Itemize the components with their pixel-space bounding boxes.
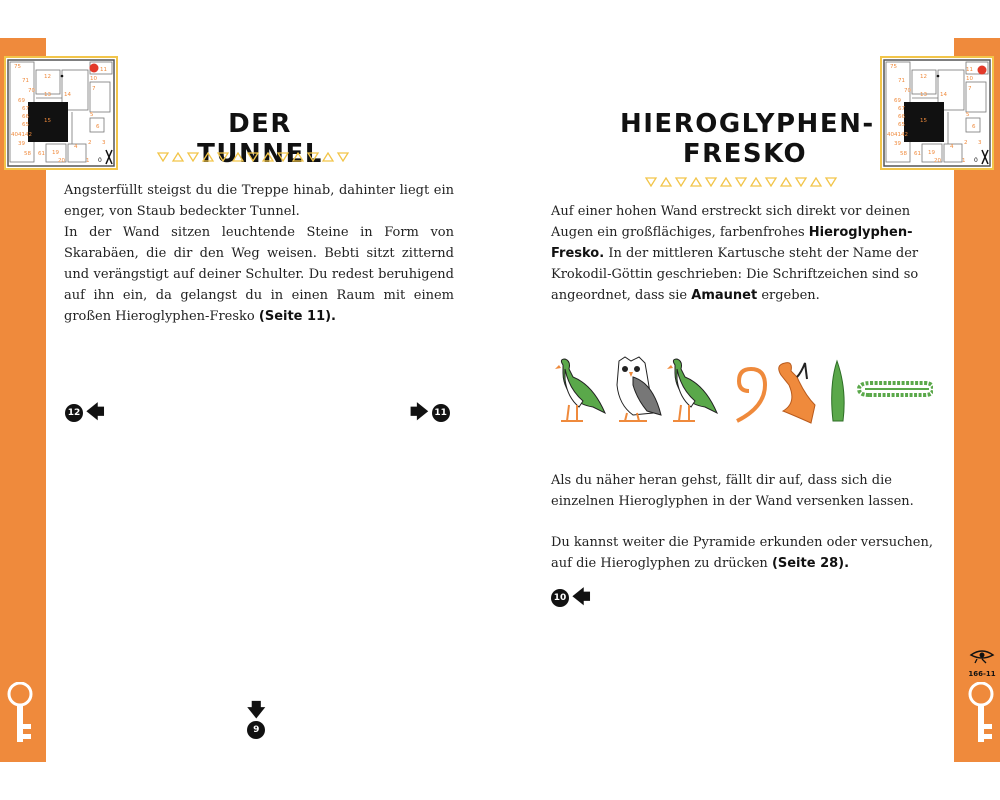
pyramid-map-left — [4, 56, 118, 170]
paragraph: Du kannst weiter die Pyramide erkunden oder versuchen, auf die Hieroglyphen zu drücken (Seite 28). — [551, 535, 933, 571]
highlight-term: Amaunet — [691, 288, 758, 303]
arrow-left-icon: 🡄 — [86, 402, 105, 423]
svg-text:70: 70 — [904, 88, 911, 94]
svg-text:20: 20 — [58, 158, 65, 164]
svg-text:66: 66 — [22, 114, 29, 120]
svg-text:14: 14 — [64, 92, 71, 98]
page-title-left: DER TUNNEL — [197, 109, 323, 169]
page-reference: (Seite 28). — [771, 556, 850, 571]
story-text-right — [551, 201, 943, 306]
svg-text:39: 39 — [18, 141, 25, 147]
svg-text:19: 19 — [928, 150, 935, 156]
svg-text:4: 4 — [74, 144, 78, 150]
svg-text:71: 71 — [898, 78, 905, 84]
paragraph: Angsterfüllt steigst du die Treppe hinab, dahinter liegt ein enger, von Staub bedeckter Tunnel. — [64, 183, 454, 219]
page-number: 11 — [974, 689, 988, 699]
svg-text:61: 61 — [914, 151, 921, 157]
eye-of-horus-code — [962, 648, 1000, 678]
svg-text:67: 67 — [898, 106, 905, 112]
svg-text:3: 3 — [102, 140, 106, 146]
eye-of-horus-icon — [969, 648, 995, 664]
svg-text:11: 11 — [100, 67, 107, 73]
svg-text:65: 65 — [22, 122, 29, 128]
map-icon — [6, 58, 116, 168]
svg-text:71: 71 — [22, 78, 29, 84]
page-number: 10 — [13, 689, 27, 699]
vulture-icon — [667, 359, 717, 421]
svg-text:3: 3 — [978, 140, 982, 146]
svg-text:67: 67 — [22, 106, 29, 112]
nav-back-10[interactable] — [551, 589, 591, 607]
svg-text:20: 20 — [934, 158, 941, 164]
svg-text:10: 10 — [966, 76, 973, 82]
nav-down-9[interactable] — [247, 702, 266, 739]
svg-text:7: 7 — [968, 86, 972, 92]
svg-text:6: 6 — [972, 124, 976, 130]
horned-viper-icon — [779, 363, 815, 423]
svg-text:69: 69 — [894, 98, 901, 104]
triangle-ornament-icon — [645, 177, 845, 187]
svg-text:2: 2 — [88, 140, 92, 146]
key-page-number-left — [5, 682, 35, 744]
page-badge: 11 — [432, 404, 450, 422]
svg-text:70: 70 — [28, 88, 35, 94]
svg-text:65: 65 — [898, 122, 905, 128]
svg-text:404142: 404142 — [887, 132, 908, 138]
svg-text:5: 5 — [90, 112, 94, 118]
key-page-number-right — [966, 682, 996, 744]
svg-text:7: 7 — [92, 86, 96, 92]
code-label: 166-11 — [968, 670, 996, 678]
svg-text:39: 39 — [894, 141, 901, 147]
svg-text:69: 69 — [18, 98, 25, 104]
nav-back-12[interactable] — [65, 404, 105, 422]
paragraph: In der Wand sitzen leuchtende Steine in Form von Skarabäen, die dir den Weg weisen. Bebti sitzt zitternd und verängstigt auf deiner Schulter. Du redest beruhigend auf ihn ein, da gelangst du in einen Raum mit einem großen Hieroglyphen-Fresko (Seite 11). — [64, 225, 454, 324]
paragraph: Auf einer hohen Wand erstreckt sich direkt vor deinen Augen ein großflächiges, farbenfrohes Hieroglyphen-Fresko. In der mittleren Kartusche steht der Name der Krokodil-Göttin geschrieben: Die Schriftzeichen sind so angeordnet, dass sie Amaunet ergeben. — [551, 204, 919, 303]
svg-text:15: 15 — [44, 118, 51, 124]
story-text-right-3 — [551, 532, 943, 574]
svg-text:66: 66 — [898, 114, 905, 120]
coil-icon — [737, 369, 765, 421]
svg-text:5: 5 — [966, 112, 970, 118]
svg-text:75: 75 — [14, 64, 21, 70]
page-reference: (Seite 11). — [258, 309, 336, 324]
svg-text:61: 61 — [38, 151, 45, 157]
svg-text:13: 13 — [44, 92, 51, 98]
arrow-right-icon: 🡆 — [410, 402, 429, 423]
svg-text:58: 58 — [24, 151, 31, 157]
story-text-left — [64, 180, 454, 327]
svg-text:4: 4 — [950, 144, 954, 150]
story-text-right-2 — [551, 470, 943, 512]
svg-text:2: 2 — [964, 140, 968, 146]
title-line: HIEROGLYPHEN- — [620, 109, 875, 139]
nav-forward-11[interactable] — [410, 404, 450, 422]
title-line: FRESKO — [682, 139, 808, 169]
svg-text:75: 75 — [890, 64, 897, 70]
svg-text:404142: 404142 — [11, 132, 32, 138]
pyramid-map-right — [880, 56, 994, 170]
highlight-term: Hieroglyphen-Fresko. — [551, 225, 913, 261]
svg-text:12: 12 — [920, 74, 927, 80]
svg-text:0: 0 — [98, 157, 102, 164]
paragraph: Als du näher heran gehst, fällt dir auf, dass sich die einzelnen Hieroglyphen in der Wand versenken lassen. — [551, 473, 914, 509]
page-badge: 9 — [247, 721, 265, 739]
svg-text:15: 15 — [920, 118, 927, 124]
svg-text:6: 6 — [96, 124, 100, 130]
map-icon — [882, 58, 992, 168]
triangle-ornament-icon — [157, 152, 357, 162]
rope-loop-icon — [859, 383, 933, 395]
page-title-right — [620, 109, 875, 169]
hieroglyph-fresko — [553, 355, 933, 427]
svg-text:0: 0 — [974, 157, 978, 164]
arrow-down-icon: 🡇 — [247, 700, 266, 721]
svg-text:10: 10 — [90, 76, 97, 82]
svg-text:11: 11 — [966, 67, 973, 73]
page-badge: 12 — [65, 404, 83, 422]
owl-icon — [617, 357, 661, 421]
svg-text:19: 19 — [52, 150, 59, 156]
svg-text:14: 14 — [940, 92, 947, 98]
page-badge: 10 — [551, 589, 569, 607]
svg-text:13: 13 — [920, 92, 927, 98]
arrow-left-icon: 🡄 — [572, 587, 591, 608]
svg-text:1: 1 — [86, 158, 90, 164]
vulture-icon — [555, 359, 605, 421]
reed-leaf-icon — [832, 361, 844, 421]
svg-text:58: 58 — [900, 151, 907, 157]
svg-text:12: 12 — [44, 74, 51, 80]
svg-text:1: 1 — [962, 158, 966, 164]
